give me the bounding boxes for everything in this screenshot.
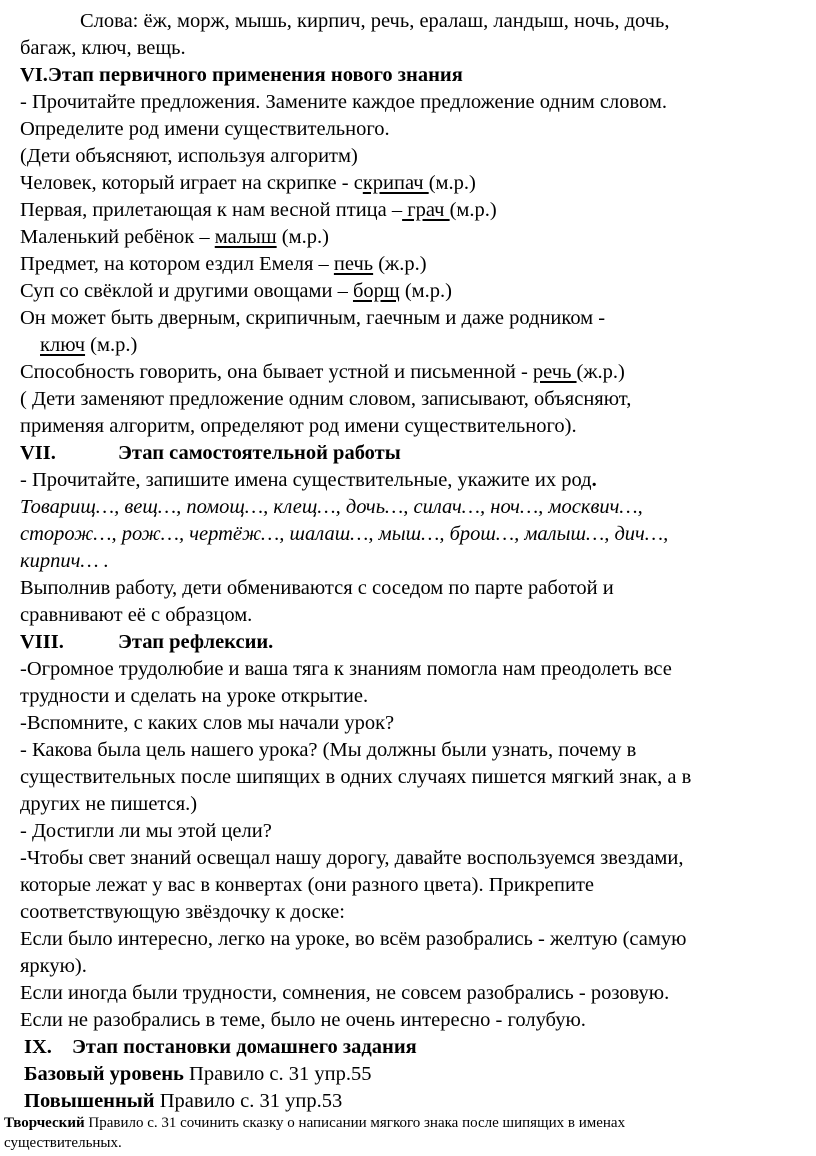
riddle-item: Предмет, на котором ездил Емеля – печь (ж.р.) [20,253,427,275]
riddle-key-answer-line: ключ (м.р.) [40,334,138,356]
homework-creative: Творческий Правило с. 31 сочинить сказку о написании мягкого знака после шипящих в именах [4,1115,626,1131]
section-8-number: VIII. [20,631,64,653]
section-7-after-2: сравнивают её с образцом. [20,604,253,626]
reflection-line: -Вспомните, с каких слов мы начали урок? [20,712,395,734]
reflection-line: которые лежат у вас в конвертах (они разного цвета). Прикрепите [20,874,595,896]
homework-creative-2: существительных. [4,1135,122,1151]
section-7-heading [20,440,401,466]
homework-base-label: Базовый уровень [24,1063,184,1085]
reflection-line: соответствующую звёздочку к доске: [20,901,345,923]
exercise-words-1: Товарищ…, вещ…, помощ…, клещ…, дочь…, силач…, ноч…, москвич…, [20,496,643,518]
exercise-words-2: сторож…, рож…, чертёж…, шалаш…, мыш…, брош…, малыш…, дич…, [20,523,669,545]
reflection-line: Если было интересно, легко на уроке, во всём разобрались - желтую (самую [20,928,687,950]
section-8-heading [20,629,273,655]
reflection-line: яркую). [20,955,87,977]
riddle-item: Маленький ребёнок – малыш (м.р.) [20,226,329,248]
section-6-title: Этап первичного применения нового знания [47,64,463,86]
section-6-summary-2: применяя алгоритм, определяют род имени существительного). [20,415,577,437]
section-7-instruction: - Прочитайте, запишите имена существительные, укажите их род. [20,469,597,491]
reflection-line: существительных после шипящих в одних случаях пишется мягкий знак, а в [20,766,692,788]
homework-advanced: Повышенный Правило с. 31 упр.53 [24,1090,343,1112]
reflection-line: -Чтобы свет знаний освещал нашу дорогу, давайте воспользуемся звездами, [20,847,684,869]
reflection-line: - Достигли ли мы этой цели? [20,820,272,842]
riddle-answer: грач [402,199,450,221]
riddle-answer: печь [333,253,374,275]
reflection-line: других не пишется.) [20,793,198,815]
section-6-number: VI. [20,64,48,86]
section-8-title: Этап рефлексии. [118,631,274,653]
section-7-number: VII. [20,442,56,464]
riddle-answer: крипач [362,172,429,194]
section-9-heading [24,1034,417,1060]
riddle-answer: малыш [214,226,277,248]
reflection-line: - Какова была цель нашего урока? (Мы должны были узнать, почему в [20,739,637,761]
words-line-1: Слова: ёж, морж, мышь, кирпич, речь, ералаш, ландыш, ночь, дочь, [80,10,670,32]
words-line-2: багаж, ключ, вещь. [20,37,186,59]
section-9-title: Этап постановки домашнего задания [72,1036,417,1058]
homework-advanced-label: Повышенный [24,1090,155,1112]
riddle-answer: речь [532,361,577,383]
section-9-number: IX. [24,1036,52,1058]
reflection-line: Если иногда были трудности, сомнения, не совсем разобрались - розовую. [20,982,670,1004]
section-7-after-1: Выполнив работу, дети обмениваются с соседом по парте работой и [20,577,614,599]
riddle-key-line: Он может быть дверным, скрипичным, гаечным и даже родником - [20,307,606,329]
homework-creative-label: Творческий [4,1115,85,1131]
reflection-line: Если не разобрались в теме, было не очень интересно - голубую. [20,1009,586,1031]
riddle-item: Первая, прилетающая к нам весной птица – грач (м.р.) [20,199,497,221]
riddle-answer: борщ [352,280,400,302]
reflection-line: -Огромное трудолюбие и ваша тяга к знаниям помогла нам преодолеть все [20,658,672,680]
riddle-item: Суп со свёклой и другими овощами – борщ (м.р.) [20,280,452,302]
section-7-title: Этап самостоятельной работы [118,442,401,464]
riddle-item: Способность говорить, она бывает устной и письменной - речь (ж.р.) [20,361,625,383]
riddle-item: Человек, который играет на скрипке - скрипач (м.р.) [20,172,476,194]
section-6-instruction-1: - Прочитайте предложения. Замените каждое предложение одним словом. [20,91,667,113]
riddle-answer: ключ [40,334,86,356]
section-6-instruction-2: Определите род имени существительного. [20,118,390,140]
section-6-summary-1: ( Дети заменяют предложение одним словом, записывают, объясняют, [20,388,632,410]
section-6-heading [20,62,463,88]
section-6-note: (Дети объясняют, используя алгоритм) [20,145,358,167]
homework-base: Базовый уровень Правило с. 31 упр.55 [24,1063,372,1085]
exercise-words-3: кирпич… . [20,550,109,572]
reflection-line: трудности и сделать на уроке открытие. [20,685,369,707]
